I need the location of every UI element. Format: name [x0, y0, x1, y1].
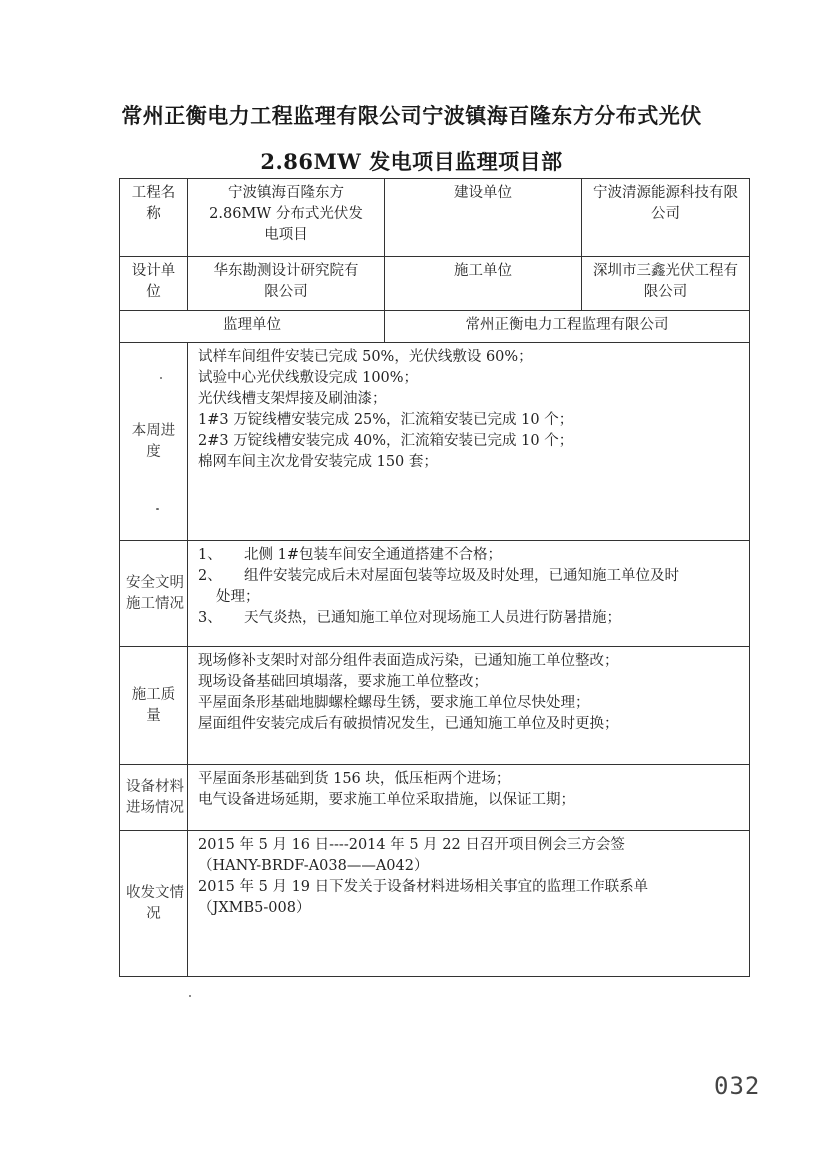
- documents-item: （JXMB5-008）: [198, 900, 311, 916]
- supervision-row: [120, 311, 750, 343]
- owner-line: 公司: [651, 206, 680, 222]
- quality-row: [120, 647, 750, 765]
- progress-item: 试样车间组件安装已完成 50%，光伏线敷设 60%；: [198, 349, 533, 365]
- safety-label-line: 施工情况: [126, 595, 184, 612]
- construction-unit-line: 深圳市三鑫光伏工程有: [593, 263, 738, 279]
- weekly-progress-content: [188, 343, 750, 541]
- construction-unit-label: 施工单位: [385, 257, 582, 311]
- safety-item-number: 3、: [198, 610, 222, 626]
- materials-label-line: 进场情况: [126, 799, 184, 816]
- documents-item: 2015 年 5 月 19 日下发关于设备材料进场相关事宜的监理工作联系单: [198, 879, 649, 895]
- materials-content: [188, 765, 750, 831]
- safety-item-text: 北侧 1#包装车间安全通道搭建不合格；: [244, 547, 502, 563]
- documents-content: [188, 831, 750, 977]
- safety-item-text-continued: 处理；: [216, 589, 260, 605]
- safety-row: [120, 541, 750, 647]
- safety-content: [188, 541, 750, 647]
- scan-speck: [156, 508, 159, 510]
- documents-label: [120, 831, 188, 977]
- materials-label: [120, 765, 188, 831]
- document-title-line-1: 常州正衡电力工程监理有限公司宁波镇海百隆东方分布式光伏: [121, 103, 702, 128]
- design-unit-line: 限公司: [264, 284, 308, 300]
- quality-item: 现场设备基础回填塌落，要求施工单位整改；: [198, 674, 488, 690]
- report-table-container: [119, 178, 750, 977]
- quality-label: 施工质量: [120, 647, 188, 765]
- design-unit-label: 设计单位: [120, 257, 188, 311]
- documents-item: 2015 年 5 月 16 日----2014 年 5 月 22 日召开项目例会三方会签: [198, 837, 625, 853]
- construction-unit-line: 限公司: [643, 284, 688, 300]
- project-name-line: 宁波镇海百隆东方: [228, 185, 344, 201]
- progress-item: 1#3 万锭线槽安装完成 25%，汇流箱安装已完成 10 个；: [198, 412, 574, 428]
- document-title-line-2: 2.86MW 发电项目监理项目部: [260, 149, 563, 174]
- documents-label-line: 收发文情: [126, 884, 184, 901]
- materials-label-line: 设备材料: [126, 778, 184, 795]
- quality-item: 平屋面条形基础地脚螺栓螺母生锈，要求施工单位尽快处理；: [198, 695, 590, 711]
- materials-row: [120, 765, 750, 831]
- progress-item: 光伏线槽支架焊接及刷油漆；: [198, 391, 387, 407]
- owner-line: 宁波清源能源科技有限: [593, 185, 738, 201]
- documents-item: （HANY-BRDF-A038——A042）: [198, 858, 429, 874]
- supervision-unit-label: 监理单位: [120, 311, 385, 343]
- project-name-line: 2.86MW 分布式光伏发: [209, 206, 363, 222]
- safety-item: [198, 608, 743, 629]
- weekly-progress-row: [120, 343, 750, 541]
- quality-item: 屋面组件安装完成后有破损情况发生，已通知施工单位及时更换；: [198, 716, 619, 732]
- weekly-report-table: [119, 178, 750, 977]
- owner-label: 建设单位: [385, 179, 582, 257]
- safety-item: [198, 566, 743, 587]
- materials-item: 电气设备进场延期，要求施工单位采取措施，以保证工期；: [198, 792, 575, 808]
- construction-unit-value: [582, 257, 750, 311]
- progress-item: 试验中心光伏线敷设完成 100%；: [198, 370, 419, 386]
- quality-content: [188, 647, 750, 765]
- safety-item-number: 1、: [198, 547, 222, 563]
- safety-item: [198, 545, 743, 566]
- quality-item: 现场修补支架时对部分组件表面造成污染，已通知施工单位整改；: [198, 653, 619, 669]
- progress-item: 棉网车间主次龙骨安装完成 150 套；: [198, 454, 438, 470]
- safety-item-number: 2、: [198, 568, 222, 584]
- supervision-unit-value: 常州正衡电力工程监理有限公司: [385, 311, 750, 343]
- design-unit-line: 华东勘测设计研究院有: [213, 263, 359, 279]
- progress-item: 2#3 万锭线槽安装完成 40%，汇流箱安装已完成 10 个；: [198, 433, 574, 449]
- materials-item: 平屋面条形基础到货 156 块，低压柜两个进场；: [198, 771, 511, 787]
- scan-speck: [189, 995, 191, 997]
- documents-label-line: 况: [146, 905, 161, 922]
- project-name-label: 工程名称: [120, 179, 188, 257]
- design-unit-value: [188, 257, 385, 311]
- weekly-progress-label: 本周进度: [120, 343, 188, 541]
- safety-item-text: 组件安装完成后未对屋面包装等垃圾及时处理，已通知施工单位及时: [244, 568, 679, 584]
- safety-item-text: 天气炎热，已通知施工单位对现场施工人员进行防暑措施；: [244, 610, 621, 626]
- page-number: 032: [714, 1072, 761, 1100]
- project-name-line: 电项目: [264, 227, 308, 243]
- documents-row: [120, 831, 750, 977]
- safety-label-line: 安全文明: [126, 574, 184, 591]
- owner-value: [582, 179, 750, 257]
- project-info-row: [120, 179, 750, 257]
- design-construction-row: [120, 257, 750, 311]
- safety-label: [120, 541, 188, 647]
- project-name-value: [188, 179, 385, 257]
- scan-speck: [160, 377, 162, 379]
